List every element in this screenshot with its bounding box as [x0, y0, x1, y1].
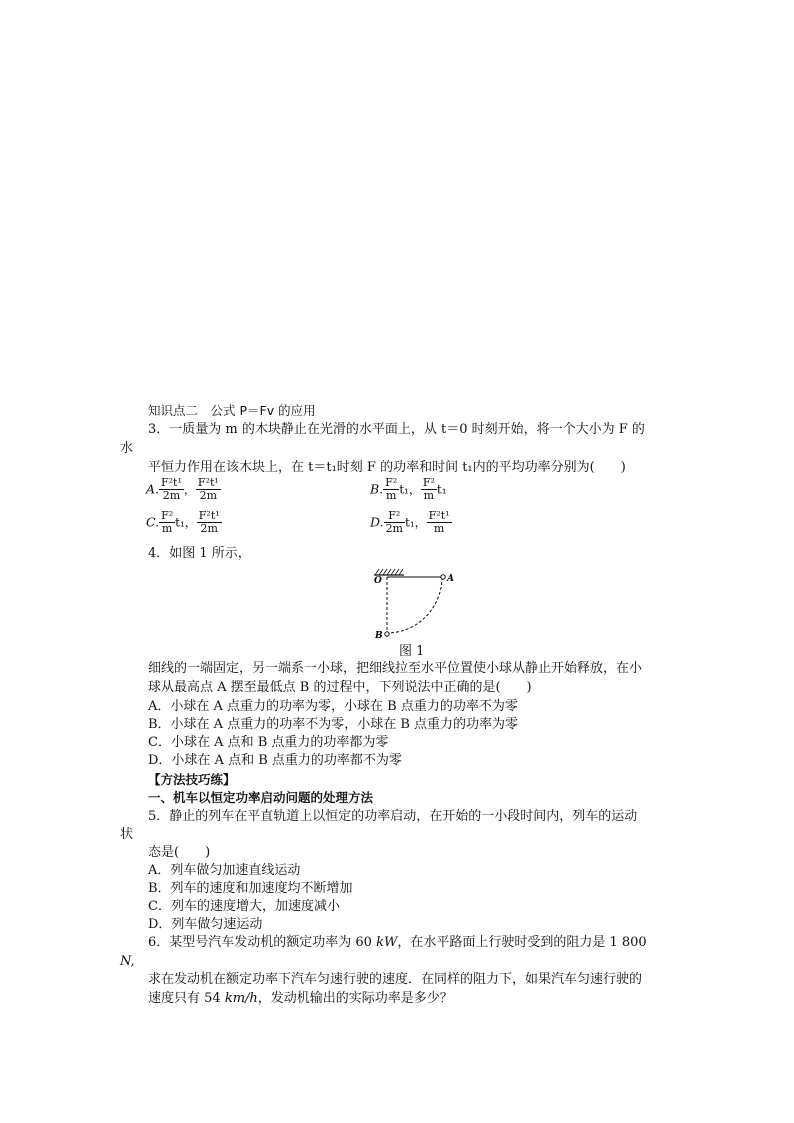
q5-line1: 5．静止的列车在平直轨道上以恒定的功率启动，在开始的一小段时间内，列车的运动 — [148, 809, 638, 824]
q3-option-d: D. $\frac{\text{F²}}{2m}$ t₁， $\frac{\text{F²t¹}}{m}$ — [370, 509, 450, 535]
q3-option-a: A. $\frac{\text{F²t¹}}{2m}$ ， $\frac{\text{F²t¹}}{2m}$ — [146, 476, 219, 502]
q4-line1: 细线的一端固定，另一端系一小球，把细线拉至水平位置使小球从静止开始释放，在小 — [148, 661, 643, 676]
pendulum-figure — [368, 566, 463, 642]
q4-option-d: D．小球在 A 点和 B 点重力的功率都不为零 — [148, 753, 402, 768]
q4-option-c: C．小球在 A 点和 B 点重力的功率都为零 — [148, 735, 389, 750]
q5-wrap: 状 — [120, 827, 134, 842]
q5-option-c: C．列车的速度增大，加速度减小 — [148, 899, 340, 914]
fraction: $\frac{\text{F²t¹}}{2m}$ — [197, 476, 219, 502]
fraction: $\frac{\text{F²}}{m}$ — [385, 476, 398, 502]
label-a: A — [447, 574, 454, 584]
q6-line3: 速度只有 54 km/h，发动机输出的实际功率是多少？ — [148, 991, 453, 1006]
fraction: $\frac{\text{F²t¹}}{m}$ — [428, 509, 450, 535]
q6-line2: 求在发动机在额定功率下汽车匀速行驶的速度．在同样的阻力下，如果汽车匀速行驶的 — [148, 972, 643, 987]
fraction: $\frac{\text{F²}}{m}$ — [422, 476, 435, 502]
ceiling-hatch — [375, 569, 403, 575]
label-b: B — [375, 631, 383, 641]
figure-caption: 图 1 — [399, 644, 425, 659]
option-letter: B. — [370, 481, 384, 497]
ball-b — [385, 632, 389, 636]
q4-line2: 球从最高点 A 摆至最低点 B 的过程中，下列说法中正确的是( ) — [148, 680, 532, 695]
q4-option-a: A．小球在 A 点重力的功率为零，小球在 B 点重力的功率不为零 — [148, 699, 518, 714]
q5-line2: 态是( ) — [148, 845, 211, 860]
q4-intro: 4．如图 1 所示， — [148, 546, 251, 561]
option-letter: C. — [146, 514, 160, 530]
fraction: $\frac{\text{F²}}{m}$ — [161, 509, 174, 535]
q3-line2: 平恒力作用在该木块上，在 t＝t₁时刻 F 的功率和时间 t₁内的平均功率分别为( ) — [148, 460, 626, 475]
ball-a — [441, 575, 445, 579]
q6-line1: 6．某型号汽车发动机的额定功率为 60 kW，在水平路面上行驶时受到的阻力是 1 800 — [148, 935, 647, 950]
q3-option-c: C. $\frac{\text{F²}}{m}$ t₁， $\frac{\text{F²t¹}}{2m}$ — [146, 509, 220, 535]
q4-option-b: B．小球在 A 点重力的功率不为零，小球在 B 点重力的功率为零 — [148, 717, 519, 732]
q3-option-b: B. $\frac{\text{F²}}{m}$ t₁， $\frac{\text{F²}}{m}$ t₁ — [370, 476, 447, 502]
q5-option-d: D．列车做匀速运动 — [148, 917, 263, 932]
q6-wrap: N, — [120, 954, 135, 969]
q5-option-a: A．列车做匀加速直线运动 — [148, 863, 301, 878]
q3-line1: 3．一质量为 m 的木块静止在光滑的水平面上，从 t＝0 时刻开始，将一个大小为 F 的 — [148, 422, 645, 437]
fraction: $\frac{\text{F²t¹}}{2m}$ — [161, 476, 182, 502]
option-letter: A. — [146, 481, 160, 497]
swing-arc — [387, 577, 442, 633]
methods-heading: 【方法技巧练】 — [148, 772, 236, 787]
q3-wrap: 水 — [120, 441, 134, 456]
fraction: $\frac{\text{F²}}{2m}$ — [385, 509, 403, 535]
fraction: $\frac{\text{F²t¹}}{2m}$ — [198, 509, 220, 535]
q5-option-b: B．列车的速度和加速度均不断增加 — [148, 881, 353, 896]
label-o: O — [374, 576, 382, 586]
option-letter: D. — [370, 514, 384, 530]
section-heading: 知识点二 公式 P＝Fv 的应用 — [148, 403, 316, 418]
methods-subheading: 一、机车以恒定功率启动问题的处理方法 — [148, 790, 374, 805]
